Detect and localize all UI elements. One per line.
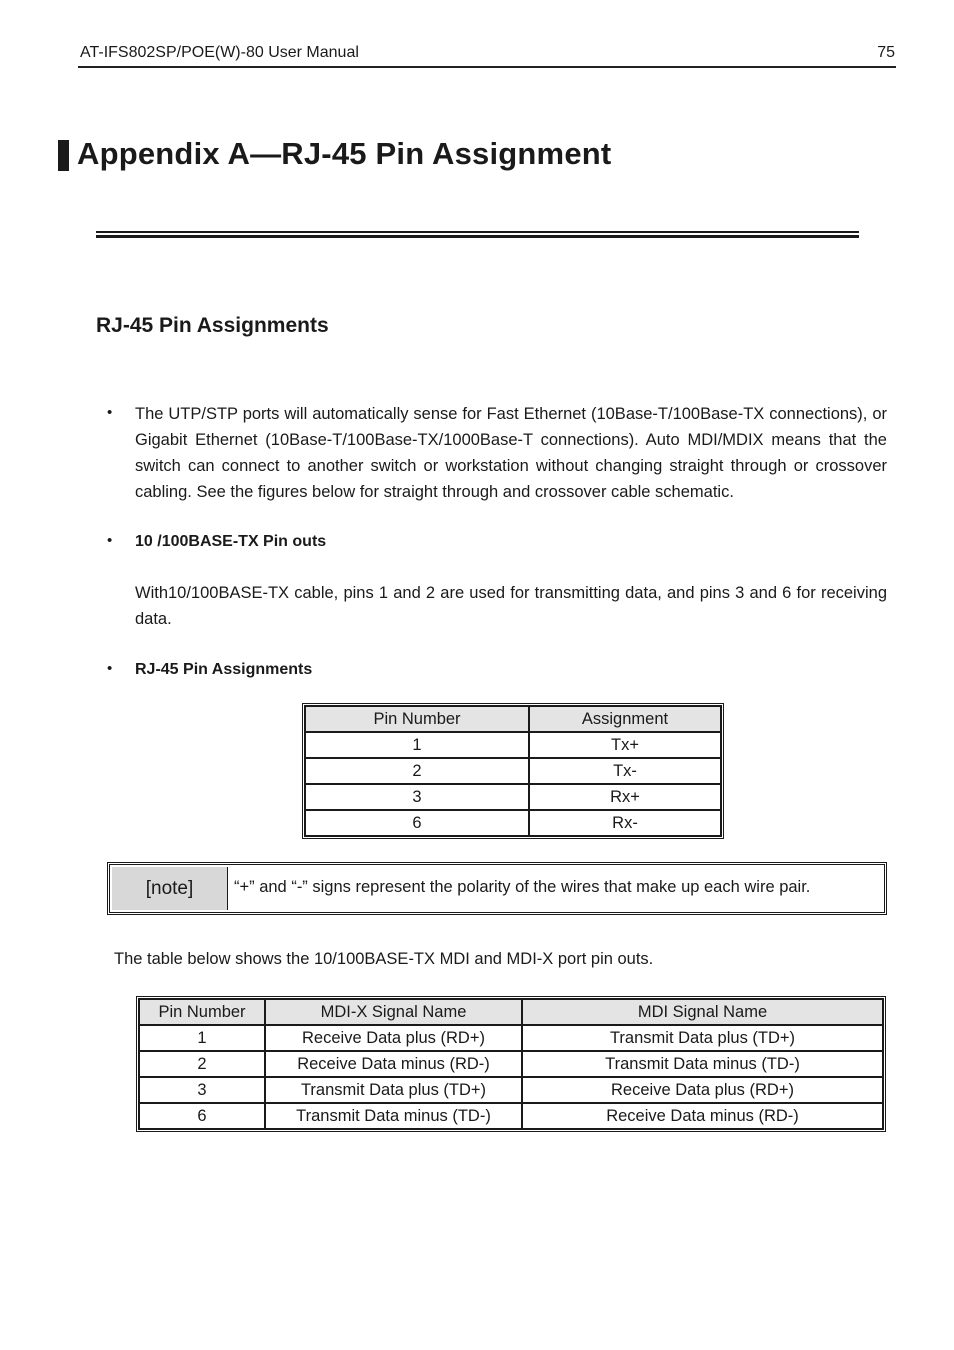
table-cell: Transmit Data minus (TD-) [522, 1051, 883, 1077]
table-cell: Tx- [529, 758, 721, 784]
table-cell: Receive Data minus (RD-) [522, 1103, 883, 1129]
table-cell: Receive Data plus (RD+) [265, 1025, 522, 1051]
appendix-title: Appendix A—RJ-45 Pin Assignment [77, 136, 612, 171]
title-double-rule [96, 231, 859, 238]
pinouts-paragraph: With10/100BASE-TX cable, pins 1 and 2 are used for transmitting data, and pins 3 and 6 for receiving data. [135, 584, 887, 628]
table-row [305, 810, 721, 836]
table-cell: Transmit Data plus (TD+) [265, 1077, 522, 1103]
pin-assignments-heading: RJ-45 Pin Assignments [135, 661, 313, 678]
table-cell: Transmit Data plus (TD+) [522, 1025, 883, 1051]
manual-title: AT-IFS802SP/POE(W)-80 User Manual [80, 44, 359, 61]
bullet-marker: • [107, 532, 113, 549]
table-cell: Receive Data minus (RD-) [265, 1051, 522, 1077]
table-row [305, 758, 721, 784]
mdi-pinout-table [136, 996, 886, 1132]
column-header: Pin Number [139, 999, 265, 1025]
column-header: MDI Signal Name [522, 999, 883, 1025]
section-heading: RJ-45 Pin Assignments [96, 314, 329, 337]
header-divider [78, 66, 896, 68]
table-cell: 1 [305, 732, 529, 758]
page-number: 75 [877, 44, 895, 61]
note-label: [note] [112, 867, 228, 910]
table-cell: Rx+ [529, 784, 721, 810]
table-cell: 6 [305, 810, 529, 836]
column-header: MDI-X Signal Name [265, 999, 522, 1025]
table-cell: Tx+ [529, 732, 721, 758]
pin-assignment-table [302, 703, 724, 839]
column-header: Assignment [529, 706, 721, 732]
bullet-marker: • [107, 660, 113, 677]
table-cell: 3 [305, 784, 529, 810]
table-cell: 1 [139, 1025, 265, 1051]
page-header [80, 44, 895, 64]
column-header: Pin Number [305, 706, 529, 732]
table-header-row [139, 999, 883, 1025]
table-row [305, 732, 721, 758]
autosense-paragraph: The UTP/STP ports will automatically sense for Fast Ethernet (10Base-T/100Base-TX connections), or Gigabit Ethernet (10Base-T/100Base-TX/1000Base-T connections). Auto MDI/MDIX means that the switch can connect to another switch or workstation without changing straight through or crossover cabling. See the figures below for straight through and crossover cable schematic. [135, 405, 887, 501]
pinouts-heading: 10 /100BASE-TX Pin outs [135, 533, 327, 550]
table-cell: Transmit Data minus (TD-) [265, 1103, 522, 1129]
table-row [139, 1051, 883, 1077]
table-cell: 3 [139, 1077, 265, 1103]
table-row [139, 1025, 883, 1051]
table-cell: Rx- [529, 810, 721, 836]
mdi-intro-text: The table below shows the 10/100BASE-TX MDI and MDI-X port pin outs. [114, 950, 654, 968]
table-cell: 6 [139, 1103, 265, 1129]
table-cell: 2 [305, 758, 529, 784]
note-text: “+” and “-” signs represent the polarity of the wires that make up each wire pair. [234, 878, 811, 896]
table-row [305, 784, 721, 810]
table-cell: 2 [139, 1051, 265, 1077]
table-header-row [305, 706, 721, 732]
table-cell: Receive Data plus (RD+) [522, 1077, 883, 1103]
bullet-marker: • [107, 404, 113, 421]
note-box [107, 862, 887, 915]
table-row [139, 1103, 883, 1129]
table-row [139, 1077, 883, 1103]
title-bar-marker [58, 140, 69, 171]
